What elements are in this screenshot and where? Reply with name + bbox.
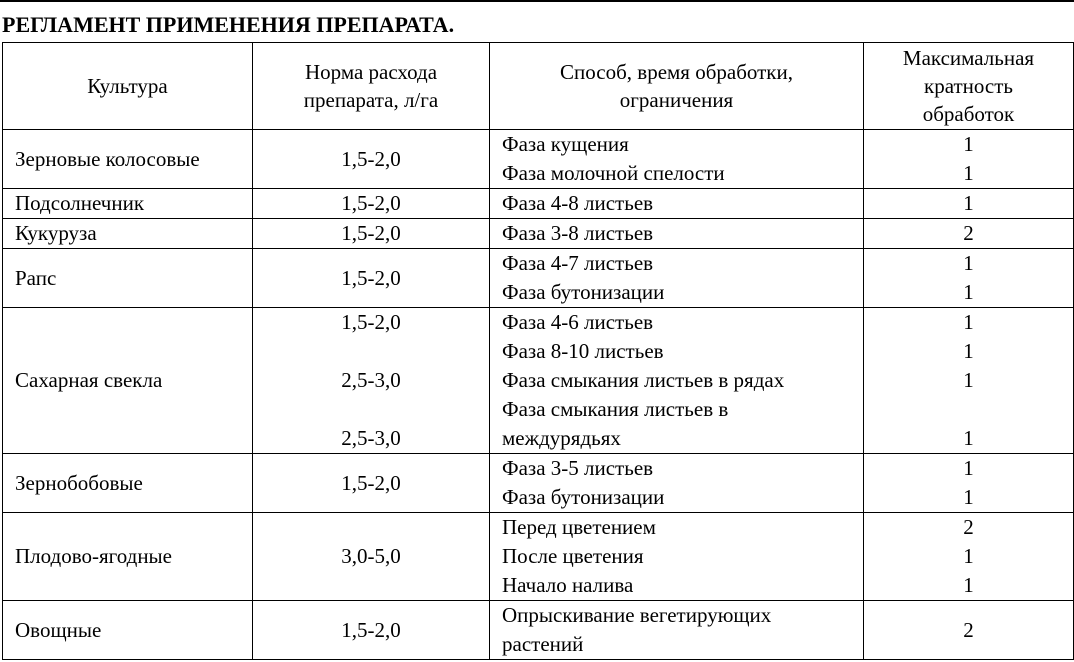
- method-cell: Фаза 3-8 листьев: [490, 219, 864, 249]
- method-cell: Опрыскивание вегетирующих растений: [490, 601, 864, 660]
- norm-cell: 1,5-2,0: [253, 130, 490, 189]
- header-norm: Норма расхода препарата, л/га: [253, 43, 490, 130]
- header-method: Способ, время обработки, ограничения: [490, 43, 864, 130]
- norm-cell: 1,5-2,0 2,5-3,0 2,5-3,0: [253, 308, 490, 454]
- count-cell: 2: [864, 219, 1074, 249]
- method-cell: Фаза 4-7 листьев Фаза бутонизации: [490, 249, 864, 308]
- method-cell: Фаза 3-5 листьев Фаза бутонизации: [490, 454, 864, 513]
- count-cell: 1: [864, 189, 1074, 219]
- norm-cell: 1,5-2,0: [253, 249, 490, 308]
- norm-cell: 1,5-2,0: [253, 601, 490, 660]
- table-header-row: [3, 43, 1074, 130]
- header-max-count: Максимальная кратность обработок: [864, 43, 1074, 130]
- norm-cell: 1,5-2,0: [253, 189, 490, 219]
- count-cell: 2: [864, 601, 1074, 660]
- table-row: [3, 219, 1074, 249]
- count-cell: 2 1 1: [864, 513, 1074, 601]
- table-row: [3, 308, 1074, 454]
- method-cell: Фаза 4-8 листьев: [490, 189, 864, 219]
- count-cell: 1 1 1 1: [864, 308, 1074, 454]
- table-row: [3, 130, 1074, 189]
- norm-cell: 3,0-5,0: [253, 513, 490, 601]
- method-cell: Перед цветением После цветения Начало налива: [490, 513, 864, 601]
- method-cell: Фаза 4-6 листьев Фаза 8-10 листьев Фаза смыкания листьев в рядах Фаза смыкания листьев в междурядьях: [490, 308, 864, 454]
- count-cell: 1 1: [864, 454, 1074, 513]
- header-culture: Культура: [3, 43, 253, 130]
- culture-cell: Рапс: [3, 249, 253, 308]
- culture-cell: Зернобобовые: [3, 454, 253, 513]
- top-rule: [0, 0, 1074, 2]
- norm-cell: 1,5-2,0: [253, 219, 490, 249]
- culture-cell: Плодово-ягодные: [3, 513, 253, 601]
- count-cell: 1 1: [864, 249, 1074, 308]
- table-row: [3, 249, 1074, 308]
- culture-cell: Зерновые колосовые: [3, 130, 253, 189]
- table-row: [3, 189, 1074, 219]
- method-cell: Фаза кущения Фаза молочной спелости: [490, 130, 864, 189]
- table-row: [3, 601, 1074, 660]
- table-row: [3, 513, 1074, 601]
- document-title: РЕГЛАМЕНТ ПРИМЕНЕНИЯ ПРЕПАРАТА.: [2, 12, 455, 37]
- culture-cell: Сахарная свекла: [3, 308, 253, 454]
- culture-cell: Овощные: [3, 601, 253, 660]
- table-row: [3, 454, 1074, 513]
- culture-cell: Подсолнечник: [3, 189, 253, 219]
- norm-cell: 1,5-2,0: [253, 454, 490, 513]
- culture-cell: Кукуруза: [3, 219, 253, 249]
- count-cell: 1 1: [864, 130, 1074, 189]
- regulation-table: [2, 42, 1074, 660]
